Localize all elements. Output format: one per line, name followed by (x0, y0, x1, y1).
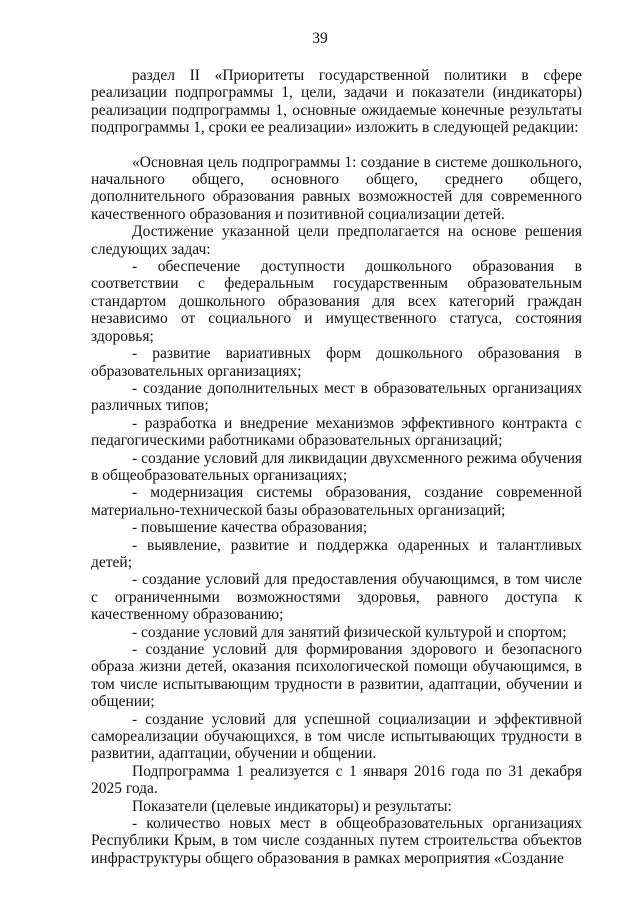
task-item: - создание условий для занятий физической культурой и спортом; (132, 623, 567, 641)
task-item: - модернизация системы образования, создание современной материально-технической базы образовательных организаций; (91, 484, 582, 519)
document-body (91, 67, 582, 867)
task-item: - создание условий для формирования здорового и безопасного образа жизни детей, оказания психологической помощи обучающимся, в том числе испытывающим трудности в развитии, адаптации, обучении и общении; (91, 641, 582, 711)
paragraph-implementation-period: Подпрограмма 1 реализуется с 1 января 2016 года по 31 декабря 2025 года. (91, 762, 582, 798)
task-item: - создание дополнительных мест в образовательных организациях различных типов; (91, 379, 582, 415)
paragraph-main-goal: «Основная цель подпрограммы 1: создание в системе дошкольного, начального общего, основного общего, среднего общего, дополнительного образования равных возможностей для современного качественного образования и позитивной социализации детей. (91, 153, 582, 223)
task-item: - разработка и внедрение механизмов эффективного контракта с педагогическими работниками образовательных организаций; (91, 414, 582, 450)
paragraph-indicators-heading: Показатели (целевые индикаторы) и результаты: (132, 797, 452, 815)
task-item: - выявление, развитие и поддержка одаренных и талантливых детей; (91, 536, 582, 571)
task-item: - создание условий для предоставления обучающимся, в том числе с ограниченными возможностями здоровья, равного доступа к качественному образованию; (91, 571, 582, 624)
task-item: - обеспечение доступности дошкольного образования в соответствии с федеральным государственным образовательным стандартом дошкольного образования для всех категорий граждан независимо от социального и имущественного статуса, состояния здоровья; (91, 258, 582, 345)
paragraph-section-amendment: раздел II «Приоритеты государственной политики в сфере реализации подпрограммы 1, цели, задачи и показатели (индикаторы) реализации подпрограммы 1, основные ожидаемые конечные результаты подпрограммы 1, сроки ее реализации» изложить в следующей редакции: (91, 67, 582, 137)
indicator-item: - количество новых мест в общеобразовательных организациях Республики Крым, в том числе созданных путем строительства объектов инфраструктуры общего образования в рамках мероприятия «Создание (91, 815, 582, 867)
paragraph-tasks-intro: Достижение указанной цели предполагается на основе решения следующих задач: (91, 223, 582, 258)
task-item: - создание условий для успешной социализации и эффективной самореализации обучающихся, в том числе испытывающих трудности в развитии, адаптации, обучении и общении. (91, 710, 582, 763)
task-item: - развитие вариативных форм дошкольного образования в образовательных организациях; (91, 345, 582, 380)
task-item: - повышение качества образования; (132, 519, 368, 537)
task-item: - создание условий для ликвидации двухсменного режима обучения в общеобразовательных организациях; (91, 449, 582, 484)
page-number: 39 (312, 30, 328, 47)
